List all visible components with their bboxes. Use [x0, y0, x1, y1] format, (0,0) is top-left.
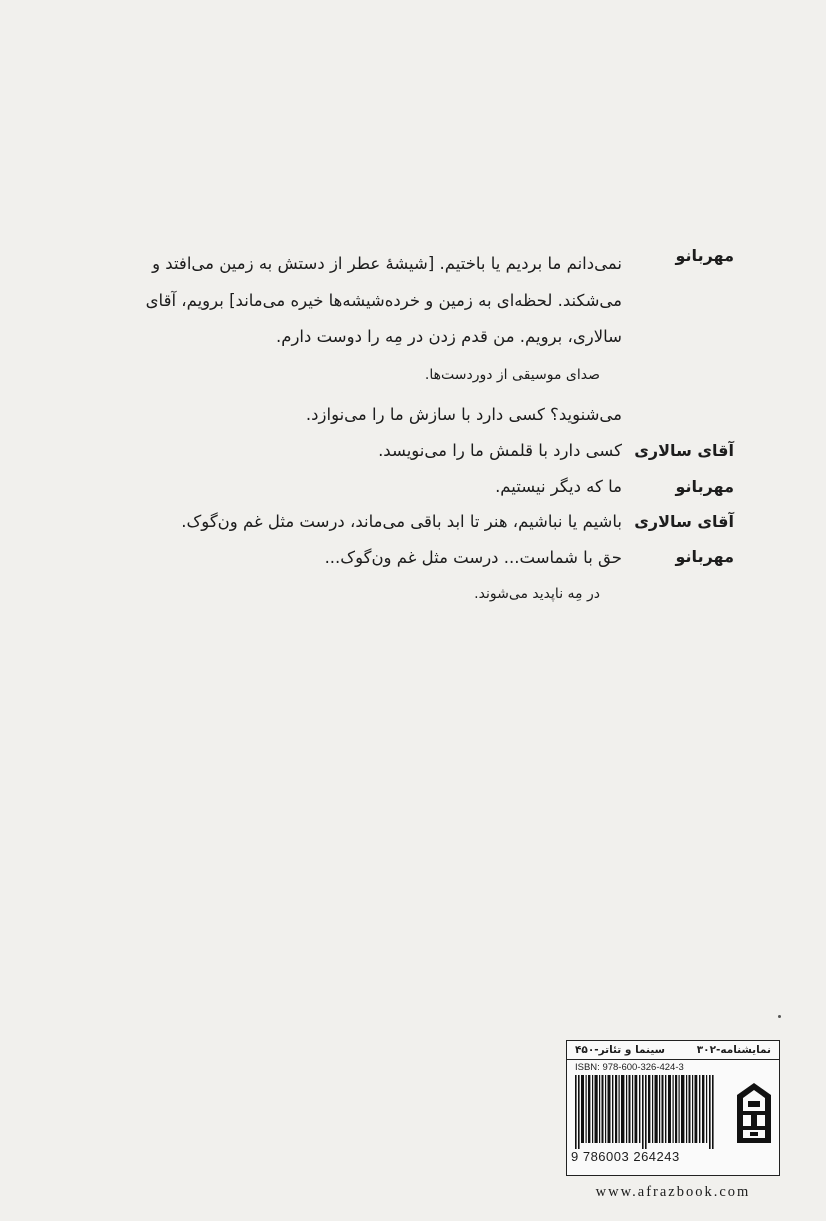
isbn-text: ISBN: 978-600-326-424-3: [575, 1062, 684, 1073]
barcode: [575, 1075, 725, 1149]
dialogue-line: سالاری، برویم. من قدم زدن در مِه را دوست دارم.: [275, 327, 622, 346]
speaker-salari: آقای سالاری: [634, 512, 734, 531]
dialogue-line: حق با شماست... درست مثل غم ون‌گوک...: [324, 548, 622, 567]
dialogue-line: می‌شنوید؟ کسی دارد با سازش ما را می‌نوازد.: [305, 405, 622, 424]
dialogue-line: ما که دیگر نیستیم.: [495, 477, 622, 496]
stage-direction: در مِه ناپدید می‌شوند.: [474, 586, 600, 602]
publisher-website: www.afrazbook.com: [595, 1184, 751, 1200]
stage-direction: صدای موسیقی از دوردست‌ها.: [424, 367, 600, 383]
dialogue-line: باشیم یا نباشیم، هنر تا ابد باقی می‌ماند، درست مثل غم ون‌گوک.: [181, 512, 622, 531]
series-right: نمایشنامه-۳۰۲: [696, 1044, 771, 1056]
afraz-logo-icon: [735, 1081, 773, 1145]
dialogue-line: کسی دارد با قلمش ما را می‌نویسد.: [378, 441, 622, 460]
speck: [778, 1015, 781, 1018]
series-header: [567, 1041, 779, 1060]
speaker-mehrbanoo: مهربانو: [675, 547, 734, 566]
speaker-mehrbanoo: مهربانو: [675, 477, 734, 496]
barcode-digits: 9 786003 264243: [571, 1149, 680, 1164]
colophon-box: [566, 1040, 780, 1176]
series-left: سینما و تئاتر-۴۵۰: [575, 1044, 665, 1056]
speaker-salari: آقای سالاری: [634, 441, 734, 460]
dialogue-line: می‌شکند. لحظه‌ای به زمین و خرده‌شیشه‌ها خیره می‌ماند] برویم، آقای: [145, 291, 622, 310]
speaker-mehrbanoo: مهربانو: [675, 246, 734, 265]
dialogue-line: نمی‌دانم ما بردیم یا باختیم. [شیشهٔ عطر از دستش به زمین می‌افتد و: [152, 254, 622, 273]
